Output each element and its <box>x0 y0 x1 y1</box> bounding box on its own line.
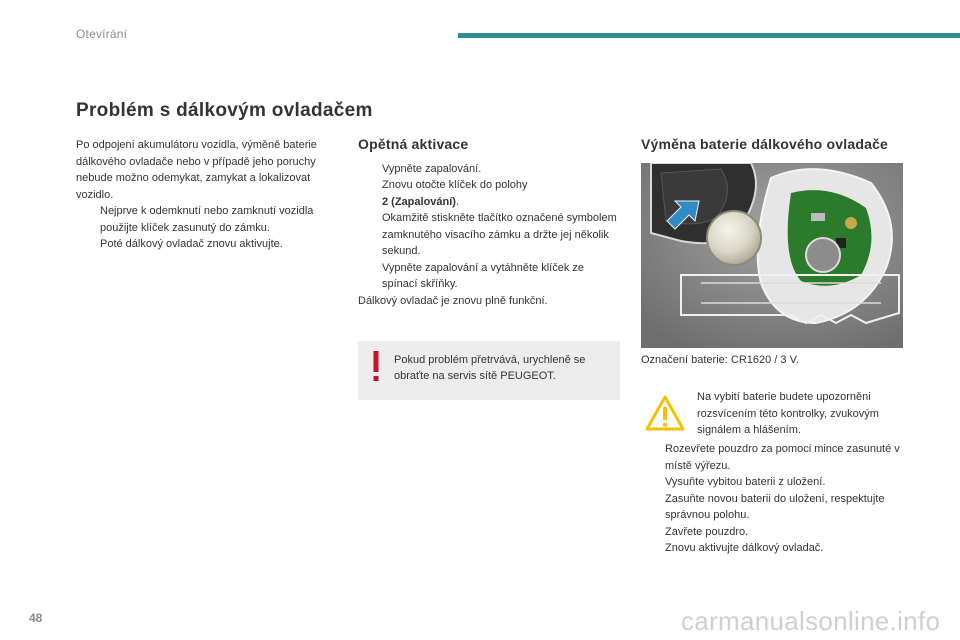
battery-type-label: Označení baterie: CR1620 / 3 V. <box>641 354 799 366</box>
list-item: Zavřete pouzdro. <box>665 525 749 538</box>
section-label: Otevírání <box>76 27 128 41</box>
list-item: Zasuňte novou baterii do uložení, respektujte správnou polohu. <box>665 492 885 521</box>
list-item: Vysuňte vybitou baterii z uložení. <box>665 476 826 488</box>
warning-triangle-icon <box>645 395 685 431</box>
remote-key-battery-illustration <box>641 163 903 348</box>
column-intro <box>76 137 338 253</box>
page-number: 48 <box>29 611 43 625</box>
list-item: Nejprve k odemknutí nebo zamknutí vozidla použijte klíček zasunutý do zámku. <box>100 205 314 234</box>
column-battery-steps <box>641 441 916 557</box>
reactivation-closing: Dálkový ovladač je znovu plně funkční. <box>358 294 548 307</box>
column-reactivation <box>358 136 620 309</box>
battery-type <box>641 352 916 369</box>
notice-box <box>358 341 620 400</box>
list-item: Znovu otočte klíček do polohy 2 (Zapalování). <box>382 179 528 208</box>
list-item: Znovu aktivujte dálkový ovladač. <box>665 542 824 554</box>
header-accent-bar <box>458 33 960 38</box>
reactivation-steps <box>358 161 620 293</box>
list-item: Rozevřete pouzdro za pomoci mince zasunuté v místě výřezu. <box>665 443 900 472</box>
ignition-position: 2 (Zapalování) <box>382 195 456 208</box>
watermark: carmanualsonline.info <box>681 606 941 636</box>
battery-heading: Výměna baterie dálkového ovladače <box>641 136 889 152</box>
page-title: Problém s dálkovým ovladačem <box>76 100 373 121</box>
exclamation-icon <box>370 351 382 383</box>
intro-list <box>76 203 338 253</box>
column-battery <box>641 136 916 161</box>
list-item: Poté dálkový ovladač znovu aktivujte. <box>100 238 283 250</box>
battery-steps <box>641 441 916 557</box>
notice-text: Pokud problém přetrvává, urychleně se obraťte na servis sítě PEUGEOT. <box>394 354 586 382</box>
intro-paragraph: Po odpojení akumulátoru vozidla, výměně baterie dálkového ovladače nebo v případě jeho poruchy nebude možno odemykat, zamykat a lokalizovat vozidlo. <box>76 139 317 201</box>
key-battery-photo <box>641 163 903 348</box>
list-item: Vypněte zapalování. <box>382 162 482 175</box>
reactivation-heading: Opětná aktivace <box>358 136 469 152</box>
warning-text: Na vybití baterie budete upozorněni rozsvícením této kontrolky, zvukovým signálem a hlášením. <box>697 391 879 436</box>
list-item: Vypněte zapalování a vytáhněte klíček ze spínací skříňky. <box>382 261 584 290</box>
list-item: Okamžitě stiskněte tlačítko označené symbolem zamknutého visacího zámku a držte jej několik sekund. <box>382 212 617 257</box>
